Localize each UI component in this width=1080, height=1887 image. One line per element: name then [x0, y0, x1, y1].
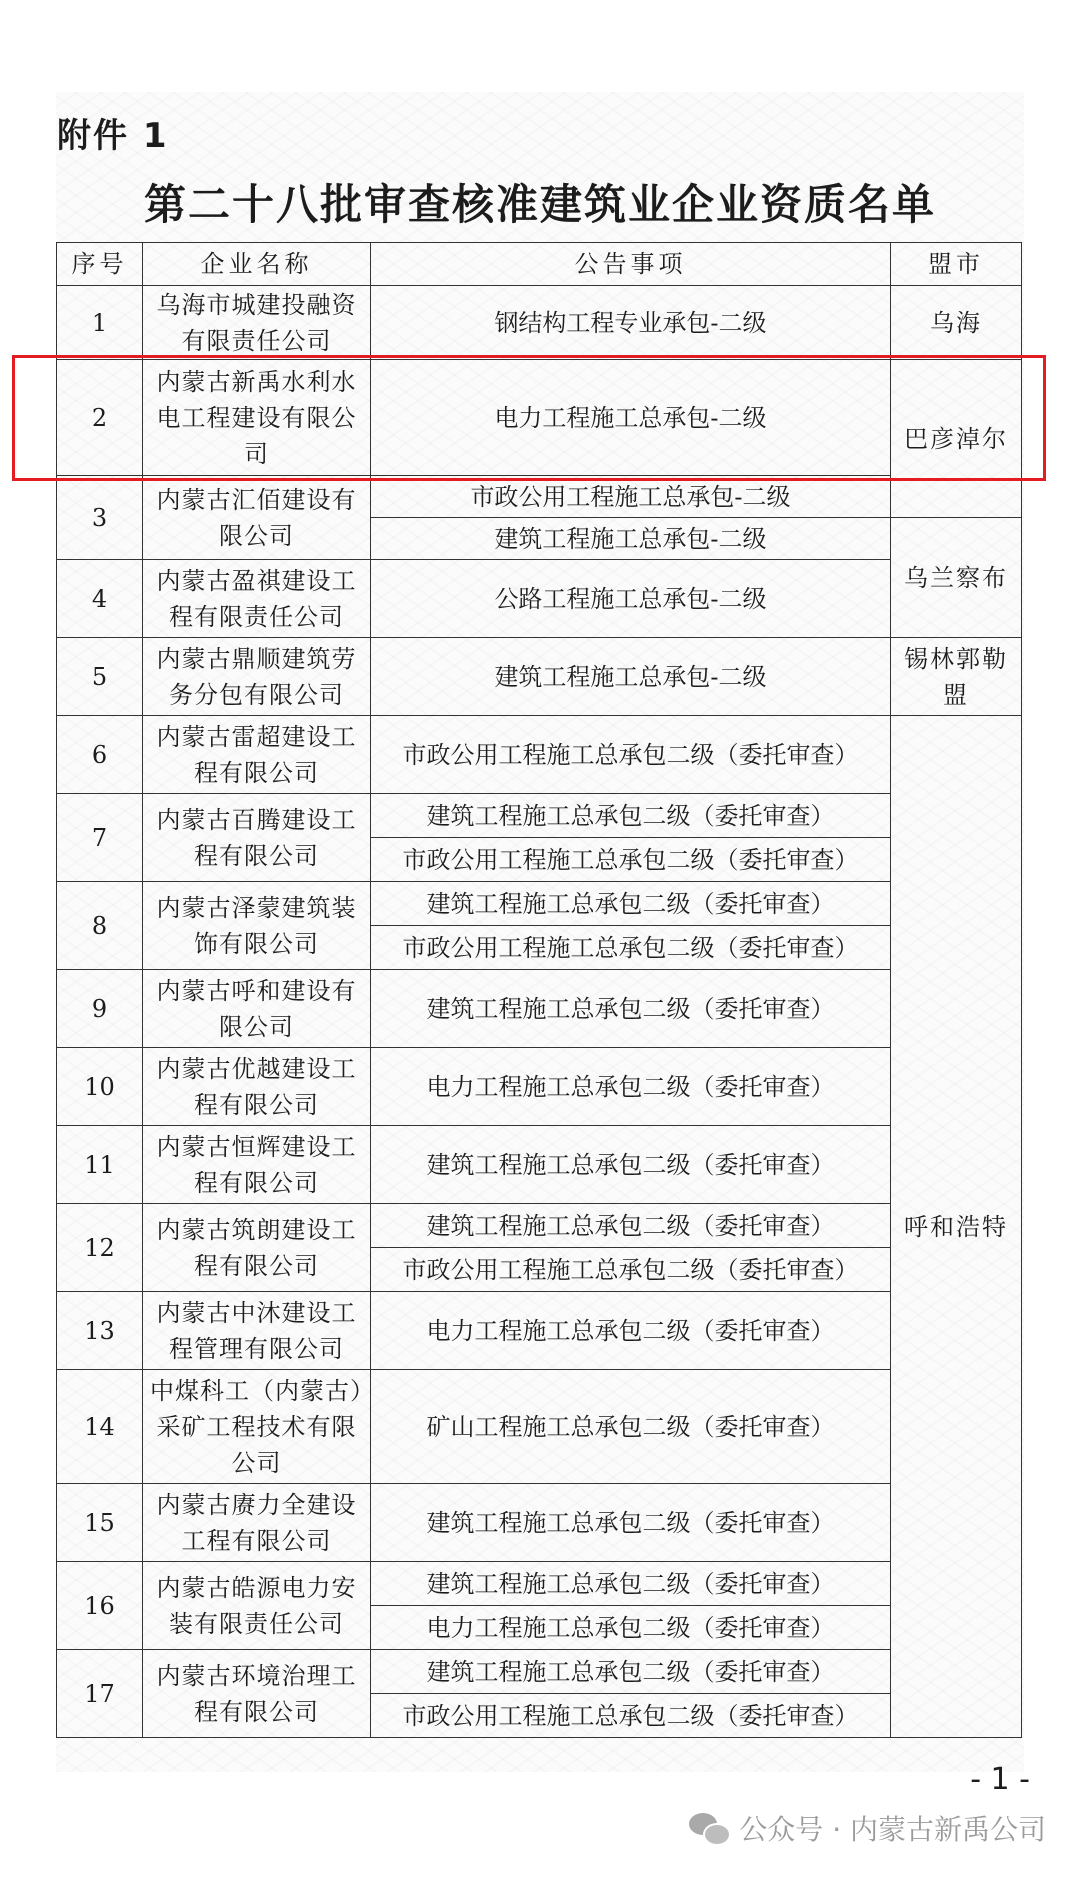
- row-company: 内蒙古恒辉建设工程有限公司: [143, 1126, 371, 1204]
- wechat-icon: [689, 1811, 729, 1845]
- row-seq: 3: [57, 476, 143, 560]
- row-seq: 7: [57, 794, 143, 882]
- header-seq: 序号: [57, 243, 143, 286]
- league-cell: 巴彦淖尔: [891, 360, 1022, 518]
- row-seq: 4: [57, 560, 143, 638]
- row-seq: 8: [57, 882, 143, 970]
- row-seq: 9: [57, 970, 143, 1048]
- row-item: 钢结构工程专业承包-二级: [371, 286, 891, 360]
- row-seq: 5: [57, 638, 143, 716]
- row-seq: 12: [57, 1204, 143, 1292]
- table-row: [57, 560, 1022, 638]
- attachment-label: 附件 1: [57, 116, 169, 156]
- header-item: 公告事项: [371, 243, 891, 286]
- row-company: 内蒙古新禹水利水电工程建设有限公司: [143, 360, 371, 476]
- league-cell: 锡林郭勒盟: [891, 638, 1022, 716]
- row-company: 内蒙古汇佰建设有限公司: [143, 476, 371, 560]
- row-company: 中煤科工（内蒙古）采矿工程技术有限公司: [143, 1370, 371, 1484]
- row-seq: 11: [57, 1126, 143, 1204]
- header-league: 盟市: [891, 243, 1022, 286]
- row-seq: 15: [57, 1484, 143, 1562]
- row-item: 建筑工程施工总承包二级（委托审查）: [371, 970, 891, 1048]
- row-item: 公路工程施工总承包-二级: [371, 560, 891, 638]
- watermark-text: 公众号 · 内蒙古新禹公司: [739, 1813, 1046, 1846]
- table-row: [57, 476, 1022, 518]
- league-cell: 乌海: [891, 286, 1022, 360]
- table-row: [57, 286, 1022, 360]
- table-row: [57, 1370, 1022, 1484]
- table-row: [57, 716, 1022, 794]
- row-seq: 1: [57, 286, 143, 360]
- row-item: 电力工程施工总承包-二级: [371, 360, 891, 476]
- table-row: [57, 1292, 1022, 1370]
- row-item: 建筑工程施工总承包二级（委托审查）: [371, 794, 891, 838]
- row-company: 内蒙古呼和建设有限公司: [143, 970, 371, 1048]
- league-cell: 乌兰察布: [891, 518, 1022, 638]
- row-seq: 16: [57, 1562, 143, 1650]
- row-seq: 17: [57, 1650, 143, 1738]
- row-item: 建筑工程施工总承包二级（委托审查）: [371, 882, 891, 926]
- row-item: 市政公用工程施工总承包二级（委托审查）: [371, 926, 891, 970]
- table-row: [57, 794, 1022, 838]
- row-item: 建筑工程施工总承包二级（委托审查）: [371, 1562, 891, 1606]
- row-item: 市政公用工程施工总承包-二级: [371, 476, 891, 518]
- table-row: [57, 1562, 1022, 1606]
- row-seq: 6: [57, 716, 143, 794]
- row-seq: 10: [57, 1048, 143, 1126]
- row-company: 内蒙古环境治理工程有限公司: [143, 1650, 371, 1738]
- row-seq: 2: [57, 360, 143, 476]
- row-company: 内蒙古鼎顺建筑劳务分包有限公司: [143, 638, 371, 716]
- row-company: 内蒙古筑朗建设工程有限公司: [143, 1204, 371, 1292]
- table-row: [57, 638, 1022, 716]
- table-row: [57, 1126, 1022, 1204]
- row-seq: 14: [57, 1370, 143, 1484]
- row-item: 建筑工程施工总承包二级（委托审查）: [371, 1204, 891, 1248]
- table-row: [57, 970, 1022, 1048]
- league-cell: 呼和浩特: [891, 716, 1022, 1738]
- row-company: 内蒙古赓力全建设工程有限公司: [143, 1484, 371, 1562]
- wechat-watermark: [689, 1808, 1046, 1848]
- row-item: 矿山工程施工总承包二级（委托审查）: [371, 1370, 891, 1484]
- document-title: 第二十八批审查核准建筑业企业资质名单: [143, 180, 936, 229]
- table-row: [57, 1048, 1022, 1126]
- table-row: [57, 1484, 1022, 1562]
- page-number: - 1 -: [970, 1762, 1030, 1797]
- row-item: 电力工程施工总承包二级（委托审查）: [371, 1292, 891, 1370]
- table-row: [57, 1650, 1022, 1694]
- highlight-box: [12, 355, 1046, 481]
- row-item: 建筑工程施工总承包-二级: [371, 638, 891, 716]
- row-item: 建筑工程施工总承包-二级: [371, 518, 891, 560]
- row-company: 内蒙古雷超建设工程有限公司: [143, 716, 371, 794]
- table-row: [57, 1204, 1022, 1248]
- row-item: 建筑工程施工总承包二级（委托审查）: [371, 1484, 891, 1562]
- row-company: 内蒙古皓源电力安装有限责任公司: [143, 1562, 371, 1650]
- row-item: 市政公用工程施工总承包二级（委托审查）: [371, 1248, 891, 1292]
- row-company: 乌海市城建投融资有限责任公司: [143, 286, 371, 360]
- row-company: 内蒙古百腾建设工程有限公司: [143, 794, 371, 882]
- row-company: 内蒙古泽蒙建筑装饰有限公司: [143, 882, 371, 970]
- header-company: 企业名称: [143, 243, 371, 286]
- row-company: 内蒙古中沐建设工程管理有限公司: [143, 1292, 371, 1370]
- table-row: [57, 882, 1022, 926]
- row-item: 市政公用工程施工总承包二级（委托审查）: [371, 716, 891, 794]
- row-company: 内蒙古盈祺建设工程有限责任公司: [143, 560, 371, 638]
- row-item: 建筑工程施工总承包二级（委托审查）: [371, 1650, 891, 1694]
- row-seq: 13: [57, 1292, 143, 1370]
- table-header-row: [57, 243, 1022, 286]
- row-item: 市政公用工程施工总承包二级（委托审查）: [371, 838, 891, 882]
- row-item: 建筑工程施工总承包二级（委托审查）: [371, 1126, 891, 1204]
- row-item: 电力工程施工总承包二级（委托审查）: [371, 1048, 891, 1126]
- row-item: 市政公用工程施工总承包二级（委托审查）: [371, 1694, 891, 1738]
- row-company: 内蒙古优越建设工程有限公司: [143, 1048, 371, 1126]
- row-item: 电力工程施工总承包二级（委托审查）: [371, 1606, 891, 1650]
